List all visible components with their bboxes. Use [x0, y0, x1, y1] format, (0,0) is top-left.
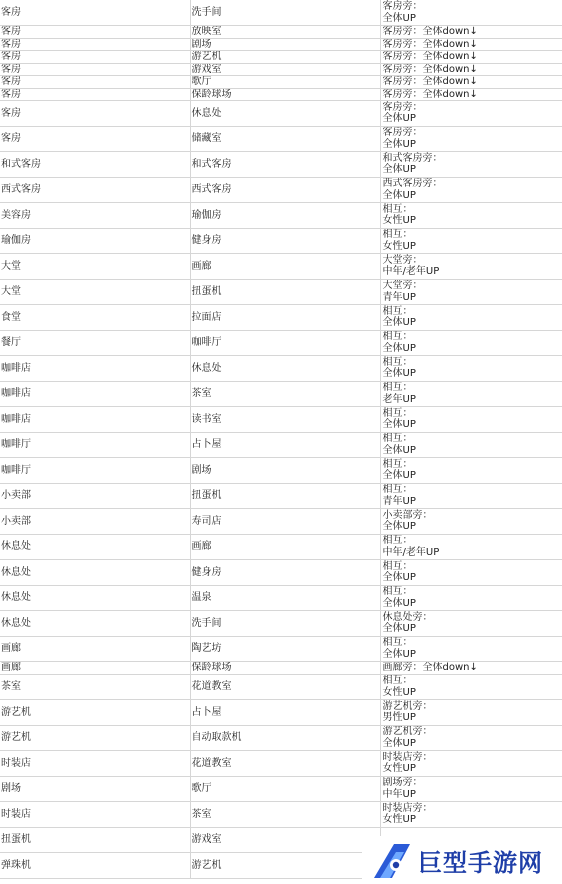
table-row [0, 203, 562, 229]
room-b-cell: 扭蛋机 [190, 483, 380, 509]
effect-cell: 相互： 全体UP [380, 636, 562, 662]
room-a-cell: 休息处 [0, 611, 190, 637]
effect-cell: 客房旁： 全体UP [380, 101, 562, 127]
room-b-cell: 和式客房 [190, 152, 380, 178]
room-a-cell: 咖啡厅 [0, 432, 190, 458]
room-b-cell: 保龄球场 [190, 662, 380, 675]
room-b-cell: 休息处 [190, 356, 380, 382]
room-b-cell: 占卜屋 [190, 700, 380, 726]
table-row [0, 305, 562, 331]
room-b-cell: 剧场 [190, 458, 380, 484]
room-b-cell: 洗手间 [190, 0, 380, 26]
room-b-cell: 花道教室 [190, 751, 380, 777]
effect-cell: 相互： 女性UP [380, 203, 562, 229]
room-a-cell: 客房 [0, 26, 190, 39]
room-a-cell: 瑜伽房 [0, 228, 190, 254]
room-b-cell: 休息处 [190, 101, 380, 127]
room-b-cell: 游艺机 [190, 51, 380, 64]
table-row [0, 560, 562, 586]
effect-cell: 相互： 全体UP [380, 305, 562, 331]
watermark-text: 巨型手游网 [418, 848, 543, 877]
table-row [0, 407, 562, 433]
effect-cell: 客房旁： 全体UP [380, 0, 562, 26]
room-a-cell: 食堂 [0, 305, 190, 331]
room-a-cell: 客房 [0, 126, 190, 152]
table-row [0, 483, 562, 509]
effect-cell: 客房旁： 全体UP [380, 126, 562, 152]
room-a-cell: 餐厅 [0, 330, 190, 356]
effect-cell: 西式客房旁： 全体UP [380, 177, 562, 203]
table-row [0, 674, 562, 700]
effect-cell: 相互： 青年UP [380, 483, 562, 509]
effect-cell: 客房旁：全体down↓ [380, 51, 562, 64]
room-b-cell: 游戏室 [190, 827, 380, 853]
effect-cell: 和式客房旁： 全体UP [380, 152, 562, 178]
table-row [0, 254, 562, 280]
room-a-cell: 西式客房 [0, 177, 190, 203]
effect-cell: 时装店旁： 女性UP [380, 802, 562, 828]
room-b-cell: 保龄球场 [190, 88, 380, 101]
effect-cell: 相互： 中年/老年UP [380, 534, 562, 560]
effect-cell: 相互： 全体UP [380, 585, 562, 611]
room-b-cell: 歌厅 [190, 76, 380, 89]
effect-cell: 客房旁：全体down↓ [380, 88, 562, 101]
effect-cell: 相互： 女性UP [380, 228, 562, 254]
table-row [0, 751, 562, 777]
effect-cell: 相互： 老年UP [380, 381, 562, 407]
room-a-cell: 休息处 [0, 560, 190, 586]
room-b-cell: 歌厅 [190, 776, 380, 802]
room-b-cell: 放映室 [190, 26, 380, 39]
room-a-cell: 时装店 [0, 802, 190, 828]
room-a-cell: 客房 [0, 101, 190, 127]
room-a-cell: 客房 [0, 51, 190, 64]
room-a-cell: 游艺机 [0, 725, 190, 751]
room-b-cell: 温泉 [190, 585, 380, 611]
room-a-cell: 客房 [0, 38, 190, 51]
room-a-cell: 茶室 [0, 674, 190, 700]
table-row [0, 534, 562, 560]
table-row [0, 63, 562, 76]
room-a-cell: 咖啡店 [0, 381, 190, 407]
room-a-cell: 咖啡厅 [0, 458, 190, 484]
table-row [0, 356, 562, 382]
room-a-cell: 画廊 [0, 662, 190, 675]
effect-cell: 客房旁：全体down↓ [380, 63, 562, 76]
table-row [0, 177, 562, 203]
room-a-cell: 休息处 [0, 585, 190, 611]
effect-cell: 相互： 女性UP [380, 674, 562, 700]
room-b-cell: 咖啡厅 [190, 330, 380, 356]
effect-cell: 相互： 全体UP [380, 458, 562, 484]
room-a-cell: 美容房 [0, 203, 190, 229]
effect-cell: 相互： 全体UP [380, 356, 562, 382]
room-b-cell: 扭蛋机 [190, 279, 380, 305]
room-a-cell: 大堂 [0, 279, 190, 305]
effect-cell: 大堂旁： 青年UP [380, 279, 562, 305]
room-b-cell: 西式客房 [190, 177, 380, 203]
table-row [0, 458, 562, 484]
table-row [0, 330, 562, 356]
room-a-cell: 客房 [0, 0, 190, 26]
room-a-cell: 客房 [0, 76, 190, 89]
effect-cell: 相互： 全体UP [380, 407, 562, 433]
room-b-cell: 游艺机 [190, 853, 380, 879]
room-b-cell: 画廊 [190, 254, 380, 280]
room-b-cell: 自动取款机 [190, 725, 380, 751]
table-row [0, 662, 562, 675]
effect-cell: 剧场旁： 中年UP [380, 776, 562, 802]
table-row [0, 51, 562, 64]
room-a-cell: 咖啡店 [0, 356, 190, 382]
effect-cell: 画廊旁：全体down↓ [380, 662, 562, 675]
room-a-cell: 客房 [0, 88, 190, 101]
effect-cell: 游艺机旁： 全体UP [380, 725, 562, 751]
room-b-cell: 健身房 [190, 228, 380, 254]
table-row [0, 802, 562, 828]
table-row [0, 126, 562, 152]
table-row [0, 611, 562, 637]
effect-cell: 游艺机旁： 男性UP [380, 700, 562, 726]
table-row [0, 0, 562, 26]
table-row [0, 636, 562, 662]
room-b-cell: 游戏室 [190, 63, 380, 76]
room-a-cell: 扭蛋机 [0, 827, 190, 853]
room-b-cell: 瑜伽房 [190, 203, 380, 229]
room-a-cell: 大堂 [0, 254, 190, 280]
room-a-cell: 咖啡店 [0, 407, 190, 433]
effect-cell: 客房旁：全体down↓ [380, 76, 562, 89]
table-row [0, 76, 562, 89]
room-a-cell: 和式客房 [0, 152, 190, 178]
room-a-cell: 小卖部 [0, 483, 190, 509]
room-a-cell: 客房 [0, 63, 190, 76]
table-row [0, 509, 562, 535]
room-b-cell: 健身房 [190, 560, 380, 586]
room-b-cell: 拉面店 [190, 305, 380, 331]
room-a-cell: 画廊 [0, 636, 190, 662]
room-b-cell: 剧场 [190, 38, 380, 51]
table-row [0, 26, 562, 39]
effect-cell: 相互： 全体UP [380, 330, 562, 356]
room-a-cell: 剧场 [0, 776, 190, 802]
room-b-cell: 洗手间 [190, 611, 380, 637]
room-b-cell: 画廊 [190, 534, 380, 560]
room-b-cell: 陶艺坊 [190, 636, 380, 662]
table-row [0, 432, 562, 458]
effect-cell: 小卖部旁： 全体UP [380, 509, 562, 535]
table-row [0, 381, 562, 407]
effect-cell: 休息处旁： 全体UP [380, 611, 562, 637]
effect-cell: 客房旁：全体down↓ [380, 38, 562, 51]
effect-cell: 相互： 全体UP [380, 560, 562, 586]
room-b-cell: 花道教室 [190, 674, 380, 700]
room-b-cell: 占卜屋 [190, 432, 380, 458]
room-a-cell: 时装店 [0, 751, 190, 777]
table-row [0, 152, 562, 178]
table-row [0, 88, 562, 101]
effect-cell: 大堂旁： 中年/老年UP [380, 254, 562, 280]
table-row [0, 228, 562, 254]
room-a-cell: 弹珠机 [0, 853, 190, 879]
site-watermark [362, 836, 562, 884]
room-a-cell: 游艺机 [0, 700, 190, 726]
table-row [0, 700, 562, 726]
table-row [0, 585, 562, 611]
room-b-cell: 茶室 [190, 802, 380, 828]
table-row [0, 776, 562, 802]
table-row [0, 38, 562, 51]
table-row [0, 725, 562, 751]
effect-cell: 相互： 全体UP [380, 432, 562, 458]
room-a-cell: 休息处 [0, 534, 190, 560]
room-b-cell: 读书室 [190, 407, 380, 433]
table-row [0, 101, 562, 127]
site-logo-icon [370, 838, 414, 882]
room-b-cell: 储藏室 [190, 126, 380, 152]
table-row [0, 279, 562, 305]
room-a-cell: 小卖部 [0, 509, 190, 535]
room-b-cell: 寿司店 [190, 509, 380, 535]
effect-cell: 客房旁：全体down↓ [380, 26, 562, 39]
effect-cell: 时装店旁： 女性UP [380, 751, 562, 777]
room-b-cell: 茶室 [190, 381, 380, 407]
